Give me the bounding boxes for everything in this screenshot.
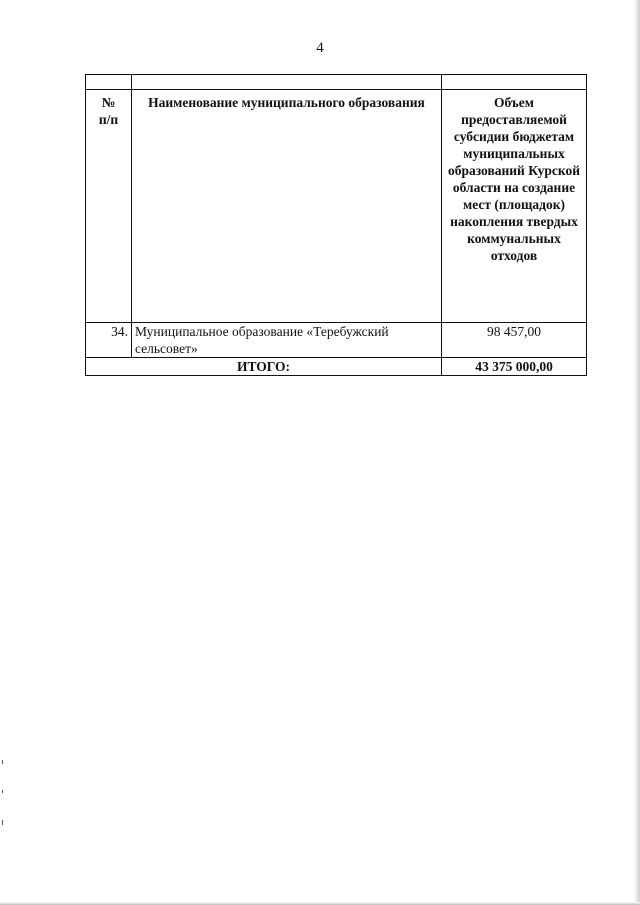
header-amount: Объем предоставляемой субсидии бюджетам муниципальных образований Курской области на создание мест (площадок) накопления твердых коммунальных отходов: [442, 90, 587, 323]
table-row: [86, 323, 587, 358]
page-number: 4: [316, 40, 324, 56]
table-spacer-row: [86, 75, 587, 90]
spacer-cell-amount: [442, 75, 587, 90]
scan-margin-mark: [2, 790, 3, 793]
row-num: 34.: [86, 323, 132, 358]
subsidy-table: [85, 74, 587, 376]
spacer-cell-num: [86, 75, 132, 90]
table-total-row: [86, 358, 587, 376]
header-num-line-1: №: [101, 95, 116, 110]
header-num: [86, 90, 132, 323]
total-amount: 43 375 000,00: [442, 358, 587, 376]
scan-margin-mark: [2, 820, 3, 825]
header-name: Наименование муниципального образования: [132, 90, 442, 323]
total-label: ИТОГО:: [86, 358, 442, 376]
spacer-cell-name: [132, 75, 442, 90]
row-name: Муниципальное образование «Теребужский сельсовет»: [132, 323, 442, 358]
scan-margin-mark: [2, 760, 3, 764]
header-num-line-2: п/п: [98, 112, 119, 127]
row-amount: 98 457,00: [442, 323, 587, 358]
scan-edge-shadow: [634, 0, 640, 905]
table-header-row: [86, 90, 587, 323]
